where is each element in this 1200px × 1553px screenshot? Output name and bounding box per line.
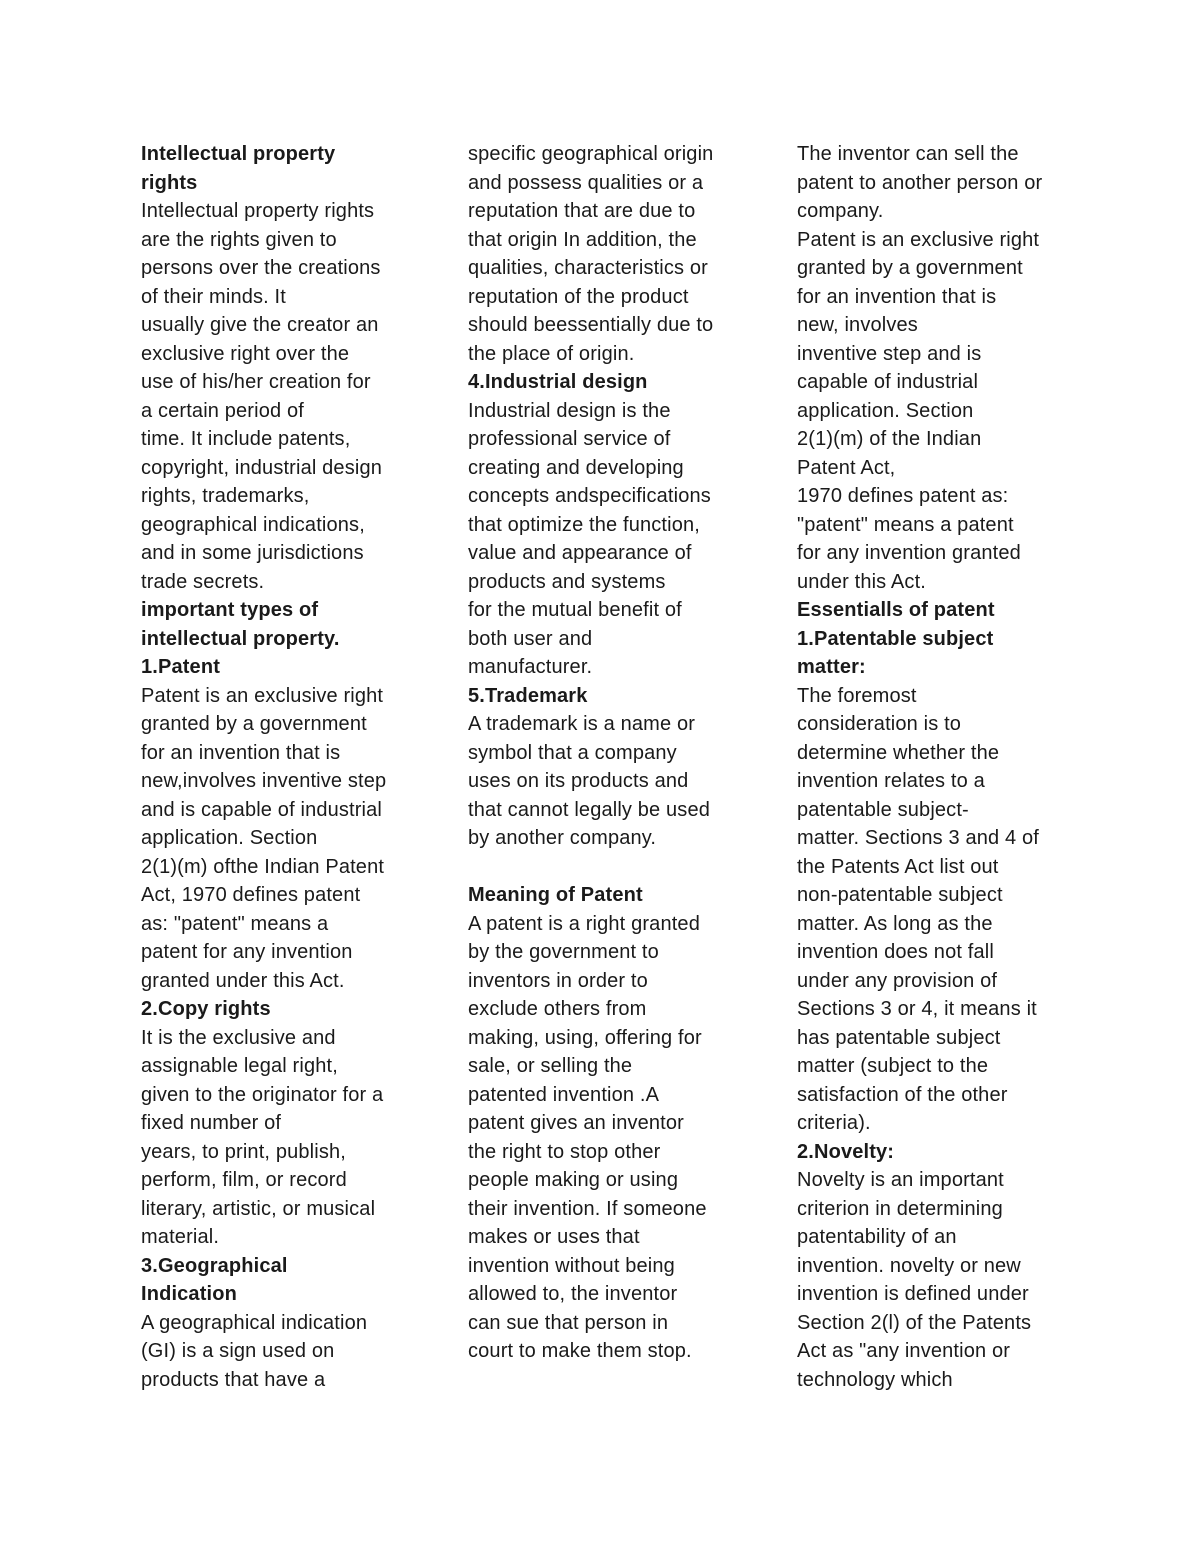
text-line: concepts andspecifications bbox=[468, 485, 711, 507]
text-column-1 bbox=[141, 140, 411, 1394]
text-line: that origin In addition, the bbox=[468, 228, 697, 251]
text-line: and possess qualities or a bbox=[468, 171, 704, 194]
text-line: Act as "any invention or bbox=[797, 1340, 1011, 1362]
text-line: non-patentable subject bbox=[797, 884, 1003, 906]
text-line: use of his/her creation for bbox=[141, 371, 371, 393]
text-line: usually give the creator an bbox=[141, 314, 379, 336]
text-line: patent gives an inventor bbox=[468, 1112, 684, 1134]
text-line: granted under this Act. bbox=[141, 969, 345, 992]
text-line: by the government to bbox=[468, 941, 659, 963]
section-heading: Indication bbox=[141, 1283, 237, 1305]
text-line: under this Act. bbox=[797, 570, 926, 593]
text-line: creating and developing bbox=[468, 456, 684, 479]
text-line: products that have a bbox=[141, 1368, 326, 1391]
text-line: Patent Act, bbox=[797, 456, 896, 479]
text-line: granted by a government bbox=[141, 713, 367, 735]
text-line: invention. novelty or new bbox=[797, 1254, 1021, 1277]
text-line: patentable subject- bbox=[797, 798, 969, 821]
text-line: new,involves inventive step bbox=[141, 770, 387, 792]
section-heading: matter: bbox=[797, 656, 866, 678]
text-line: symbol that a company bbox=[468, 741, 677, 764]
text-line: invention relates to a bbox=[797, 770, 985, 792]
text-line: the right to stop other bbox=[468, 1140, 661, 1163]
text-line: 1970 defines patent as: bbox=[797, 485, 1009, 507]
section-heading: Essentialls of patent bbox=[797, 599, 995, 621]
text-line: patent for any invention bbox=[141, 941, 353, 963]
text-line: perform, film, or record bbox=[141, 1169, 347, 1191]
text-line: has patentable subject bbox=[797, 1026, 1001, 1049]
text-line: reputation of the product bbox=[468, 285, 689, 308]
text-line: a certain period of bbox=[141, 399, 304, 422]
text-line: that optimize the function, bbox=[468, 513, 700, 536]
text-line: reputation that are due to bbox=[468, 200, 696, 222]
text-line: Novelty is an important bbox=[797, 1169, 1004, 1191]
text-line: patented invention .A bbox=[468, 1083, 660, 1106]
text-line: professional service of bbox=[468, 428, 671, 450]
text-line: and in some jurisdictions bbox=[141, 542, 364, 564]
text-line: literary, artistic, or musical bbox=[141, 1197, 376, 1220]
text-line: should beessentially due to bbox=[468, 314, 714, 336]
text-line: people making or using bbox=[468, 1169, 679, 1191]
text-line: inventors in order to bbox=[468, 969, 648, 992]
text-line: time. It include patents, bbox=[141, 428, 351, 450]
section-heading: 2.Copy rights bbox=[141, 998, 271, 1020]
text-line: both user and bbox=[468, 627, 593, 650]
section-heading: 1.Patentable subject bbox=[797, 627, 994, 650]
text-line: that cannot legally be used bbox=[468, 798, 710, 821]
text-line: satisfaction of the other bbox=[797, 1083, 1008, 1106]
text-line: exclude others from bbox=[468, 998, 647, 1020]
text-line: can sue that person in bbox=[468, 1311, 669, 1334]
section-heading: 4.Industrial design bbox=[468, 371, 648, 393]
section-heading: important types of bbox=[141, 599, 319, 621]
text-line: for an invention that is bbox=[797, 285, 997, 308]
text-line: making, using, offering for bbox=[468, 1026, 702, 1049]
text-line: by another company. bbox=[468, 827, 657, 849]
text-line: A patent is a right granted bbox=[468, 912, 700, 935]
text-line: A geographical indication bbox=[141, 1311, 368, 1334]
text-line: qualities, characteristics or bbox=[468, 257, 708, 279]
text-line: Industrial design is the bbox=[468, 399, 671, 422]
text-line: as: "patent" means a bbox=[141, 912, 329, 935]
text-line: value and appearance of bbox=[468, 542, 692, 564]
text-line: rights, trademarks, bbox=[141, 485, 310, 507]
text-line: granted by a government bbox=[797, 257, 1023, 279]
text-line: The inventor can sell the bbox=[797, 143, 1019, 165]
text-line: The foremost bbox=[797, 684, 917, 707]
text-line: (GI) is a sign used on bbox=[141, 1340, 335, 1362]
text-line: under any provision of bbox=[797, 969, 998, 992]
text-line: determine whether the bbox=[797, 741, 1000, 764]
text-line: and is capable of industrial bbox=[141, 798, 383, 821]
text-line: invention without being bbox=[468, 1254, 675, 1277]
section-heading: rights bbox=[141, 171, 198, 194]
text-line: 2(1)(m) ofthe Indian Patent bbox=[141, 855, 385, 878]
text-line: allowed to, the inventor bbox=[468, 1283, 678, 1305]
text-line: persons over the creations bbox=[141, 257, 381, 279]
text-line: for any invention granted bbox=[797, 542, 1021, 564]
text-line: consideration is to bbox=[797, 713, 962, 735]
text-line: exclusive right over the bbox=[141, 342, 350, 365]
text-line: for the mutual benefit of bbox=[468, 599, 682, 621]
text-line: criterion in determining bbox=[797, 1197, 1003, 1220]
text-line: 2(1)(m) of the Indian bbox=[797, 428, 982, 450]
text-line: matter (subject to the bbox=[797, 1055, 989, 1077]
text-line: Act, 1970 defines patent bbox=[141, 884, 361, 906]
text-line: assignable legal right, bbox=[141, 1055, 338, 1077]
text-line: Sections 3 or 4, it means it bbox=[797, 998, 1037, 1020]
text-line: trade secrets. bbox=[141, 570, 265, 593]
text-line: years, to print, publish, bbox=[141, 1140, 346, 1163]
text-line: A trademark is a name or bbox=[468, 713, 696, 735]
section-heading: intellectual property. bbox=[141, 627, 340, 650]
text-line: uses on its products and bbox=[468, 770, 689, 792]
text-line: It is the exclusive and bbox=[141, 1026, 336, 1049]
blank-line bbox=[468, 853, 738, 882]
text-line: invention does not fall bbox=[797, 941, 994, 963]
text-line: new, involves bbox=[797, 314, 918, 336]
text-line: fixed number of bbox=[141, 1112, 282, 1134]
text-line: makes or uses that bbox=[468, 1226, 640, 1248]
text-line: copyright, industrial design bbox=[141, 456, 382, 479]
text-line: court to make them stop. bbox=[468, 1340, 692, 1362]
text-line: capable of industrial bbox=[797, 371, 979, 393]
text-line: matter. As long as the bbox=[797, 912, 993, 935]
text-line: application. Section bbox=[141, 827, 318, 849]
text-line: Patent is an exclusive right bbox=[141, 684, 384, 707]
text-line: of their minds. It bbox=[141, 285, 286, 308]
text-line: manufacturer. bbox=[468, 656, 593, 678]
text-column-2 bbox=[468, 140, 738, 1366]
text-line: "patent" means a patent bbox=[797, 513, 1014, 536]
section-heading: 3.Geographical bbox=[141, 1254, 288, 1277]
text-line: the Patents Act list out bbox=[797, 855, 999, 878]
text-line: their invention. If someone bbox=[468, 1197, 707, 1220]
text-line: matter. Sections 3 and 4 of bbox=[797, 827, 1039, 849]
text-line: are the rights given to bbox=[141, 228, 337, 251]
section-heading: Meaning of Patent bbox=[468, 884, 643, 906]
text-line: material. bbox=[141, 1226, 220, 1248]
text-line: inventive step and is bbox=[797, 342, 982, 365]
section-heading: Intellectual property bbox=[141, 143, 336, 165]
text-line: company. bbox=[797, 200, 884, 222]
text-line: Patent is an exclusive right bbox=[797, 228, 1040, 251]
text-line: sale, or selling the bbox=[468, 1055, 633, 1077]
text-line: patent to another person or bbox=[797, 171, 1043, 194]
text-line: invention is defined under bbox=[797, 1283, 1029, 1305]
text-line: geographical indications, bbox=[141, 513, 365, 536]
text-line: application. Section bbox=[797, 399, 974, 422]
section-heading: 1.Patent bbox=[141, 656, 221, 678]
text-line: Section 2(l) of the Patents bbox=[797, 1311, 1032, 1334]
text-line: technology which bbox=[797, 1368, 953, 1391]
text-line: Intellectual property rights bbox=[141, 200, 375, 222]
text-line: specific geographical origin bbox=[468, 143, 714, 165]
text-line: products and systems bbox=[468, 570, 666, 593]
text-line: for an invention that is bbox=[141, 741, 341, 764]
text-line: given to the originator for a bbox=[141, 1083, 384, 1106]
section-heading: 5.Trademark bbox=[468, 684, 588, 707]
text-line: criteria). bbox=[797, 1112, 871, 1134]
section-heading: 2.Novelty: bbox=[797, 1140, 895, 1163]
text-column-3 bbox=[797, 140, 1067, 1394]
text-line: the place of origin. bbox=[468, 342, 635, 365]
text-line: patentability of an bbox=[797, 1226, 957, 1248]
